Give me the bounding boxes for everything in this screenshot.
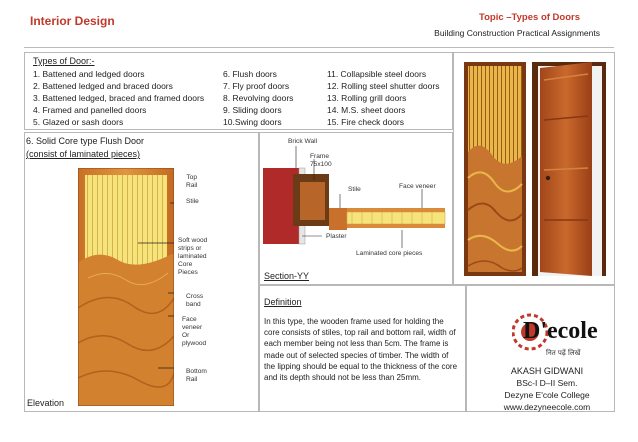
door-types-column-2	[223, 68, 293, 128]
label-laminated-core: Laminated core pieces	[356, 250, 423, 257]
list-item: 2. Battened ledged and braced doors	[33, 81, 173, 91]
list-item: 4. Framed and panelled doors	[33, 105, 147, 115]
author-class: BSc-I D–II Sem.	[516, 378, 578, 388]
definition-text: In this type, the wooden frame used for holding the core consists of stiles, top rail and bottom rail, width of each member being not less than 5cm. The frame is made out of selected species of timber. The width of the lipping should be equal to the thickness of the core and its depth should not be less than 25mm.	[264, 317, 458, 383]
flush-door-elevation-drawing	[78, 168, 174, 406]
list-item: 3. Battened ledged, braced and framed doors	[33, 93, 205, 103]
label-soft-wood: Soft wood strips or laminated Core Pieces	[178, 237, 208, 276]
list-item: 14. M.S. sheet doors	[327, 105, 406, 115]
topic-title: Topic –Types of Doors	[479, 12, 580, 23]
core-pieces-shape	[347, 212, 445, 224]
app-title: Interior Design	[30, 14, 115, 28]
page-subtitle: Building Construction Practical Assignments	[434, 28, 600, 38]
decole-logo	[512, 308, 604, 364]
author-block	[474, 365, 620, 413]
label-top-rail: Top Rail	[186, 174, 198, 189]
list-item: 11. Collapsible steel doors	[327, 69, 427, 79]
label-brick-wall: Brick Wall	[288, 138, 318, 145]
list-item: 12. Rolling steel shutter doors	[327, 81, 440, 91]
elevation-label: Elevation	[27, 398, 65, 408]
list-item: 5. Glazed or sash doors	[33, 117, 124, 127]
label-frame: Frame 75x100	[310, 153, 332, 168]
label-plaster: Plaster	[326, 233, 347, 240]
list-item: 7. Fly proof doors	[223, 81, 290, 91]
stile-shape	[329, 208, 347, 230]
author-name: AKASH GIDWANI	[510, 366, 584, 376]
label-face-veneer: Face veneer Or plywood	[182, 316, 207, 347]
door-photo-core	[464, 62, 526, 276]
list-item: 8. Revolving doors	[223, 93, 294, 103]
definition-title: Definition	[264, 297, 302, 307]
list-item: 15. Fire check doors	[327, 117, 405, 127]
logo-text: D'ecole	[523, 318, 598, 344]
author-college: Dezyne E'cole College	[504, 390, 590, 400]
door-photo-open	[532, 62, 606, 276]
label-section-face-veneer: Face veneer	[399, 183, 436, 190]
door-types-column-3	[327, 68, 439, 128]
door-photos	[462, 60, 608, 278]
door-types-column-1	[33, 68, 204, 128]
label-stile: Stile	[186, 198, 199, 205]
flush-door-subtitle: (consist of laminated pieces)	[26, 149, 141, 159]
list-item: 10.Swing doors	[223, 117, 282, 127]
logo-tagline: नित पढ़ें लिखें	[546, 349, 581, 357]
header-divider	[24, 47, 614, 48]
label-bottom-rail: Bottom Rail	[186, 368, 207, 383]
author-website[interactable]: www.dezyneecole.com	[503, 402, 591, 412]
flush-door-title: 6. Solid Core type Flush Door	[26, 136, 145, 146]
list-item: 1. Battened and ledged doors	[33, 69, 145, 79]
list-item: 13. Rolling grill doors	[327, 93, 407, 103]
list-item: 9. Sliding doors	[223, 105, 282, 115]
label-cross-band: Cross band	[186, 293, 204, 308]
section-yy-drawing	[262, 146, 448, 254]
list-item: 6. Flush doors	[223, 69, 277, 79]
label-section-stile: Stile	[348, 186, 361, 193]
types-of-door-title: Types of Door:-	[33, 56, 95, 66]
section-yy-title: Section-YY	[264, 271, 310, 281]
